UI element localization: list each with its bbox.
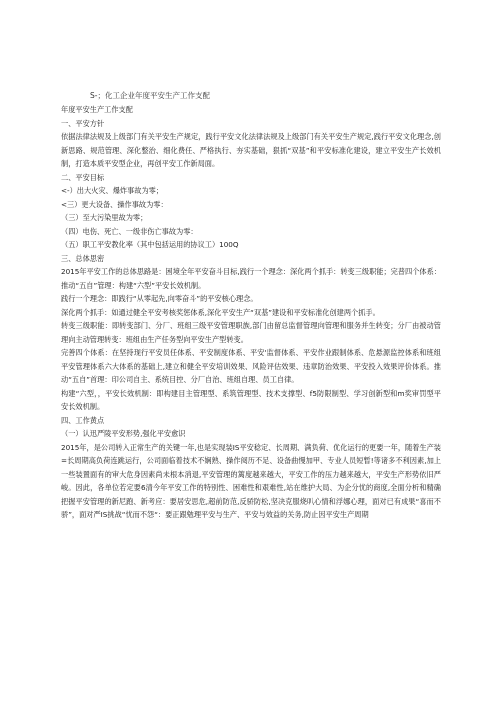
document-title: 年度平安生产工作支配 <box>61 105 133 114</box>
document-content <box>61 103 441 522</box>
section-heading: 四、工作黄点 <box>61 415 105 425</box>
section-heading: 二、平安目标 <box>61 172 105 182</box>
list-item: （三）至大污染里故为零； <box>61 213 148 222</box>
paragraph: 依据法律法规及上级部门有关平安生产规定，践行平安文化法律法规及上级部门有关平安生产规定,践行平安文化理念,创新思路、规范管理、深化整治、细化费任、严格执行、夯实基础，狠抓“双基”和平安标准化建设，建立平安生产长效机制，打造本质平安型企业，再创平安工作新局面。 <box>61 132 441 168</box>
list-item: （四）电伤、死亡、一级非伤亡事故为零： <box>61 226 198 236</box>
section-heading: 三、总体思密 <box>61 253 105 263</box>
paragraph: 转变三级职能：即转变部门、分厂、班组三级平安管理职族,部门由留总监督管理向管理和服务并生转变；分厂由被动管理向主动管理转变：班组由生产任务型向平安生产型转变。 <box>61 321 441 344</box>
paragraph: 2015年，是公司转入正常生产的关键一年,也是实现装IS平安稔定、长周期、满负荷、优化运行的更要一年，随着生产装=长周期高负荷连跳运行，公司面临着技术不娴熟、操作阅历不足、设备曲慢加甲、专业人员短暂!等诸多不利因素,加上一些装置面有的审大危身因素尚未根本消退,平安管理的篱度越来越大，平安工作的压力越来越大，平安生产形势依旧严峻。因此，各单位若定要6清今年平安工作的特别性、困难性和艰难性,站在维护大局、为企分忧的商度,全面分析和精确把握平安管理的新尼跑、新考应：要居安思危,超前防范,反骄防松,坚决克服烧叭心情和浮娜心理，面对已有成果“喜而不骄”，面对严IS挑战“忧而不怨“：要正跟勉理平安与生产、平安与效益的关务,防止因平安生产周期 <box>61 442 441 519</box>
section-heading: 一、平安方针 <box>61 118 105 128</box>
paragraph: 完善四个体系：在坚持现行平安员任体系、平安制度体系、平安'监督体系、平安作业跟制体系、危悬源监控体系和班组平安管理体系六大体系的基础上,建立和健全平安培训效果、风险评估效果、违章防治效果、平安投入效果评价体系。推动“五自”首理：印公司自主、系统目控、分厂自治、班组自理、员工自律。 <box>61 348 441 384</box>
subsection-heading: （一）认迅严陵平安形势,强化平安愈识 <box>61 429 186 438</box>
list-item: （五）职工平安教化率（其中包括运用的协议工）100Q <box>61 240 239 249</box>
paragraph: 构建“六型，，平安长效机制：即构建目主管理型、系筑管理型、技术支撑型、f5防限制型、学习创新型和m奖审罚型平安长效机制。 <box>61 388 441 411</box>
paragraph: 践行一个理念：即践行“从零起先,向零奋斗”的平安核心理念。 <box>61 294 258 303</box>
list-item: <-）出大火灾、爆炸事故为零； <box>61 186 164 195</box>
paragraph: 深化两个抓手：如通过健全平安考核奖惩体系,深化平安生产“双基”建设和平安标准化创建两个抓手。 <box>61 307 380 317</box>
paragraph: 2015年平安工作的总体思路是：困境全年平安奋斗目标,践行一个理念：深化两个抓手：转变三级职能；完普四个体系：推动“五自”管理：构建“六型”平安长效机制。 <box>61 267 441 290</box>
document-header: S-；化工企业年度平安生产工作支配 <box>90 91 210 100</box>
list-item: <三）更大设备、操作事故为零： <box>61 199 168 209</box>
